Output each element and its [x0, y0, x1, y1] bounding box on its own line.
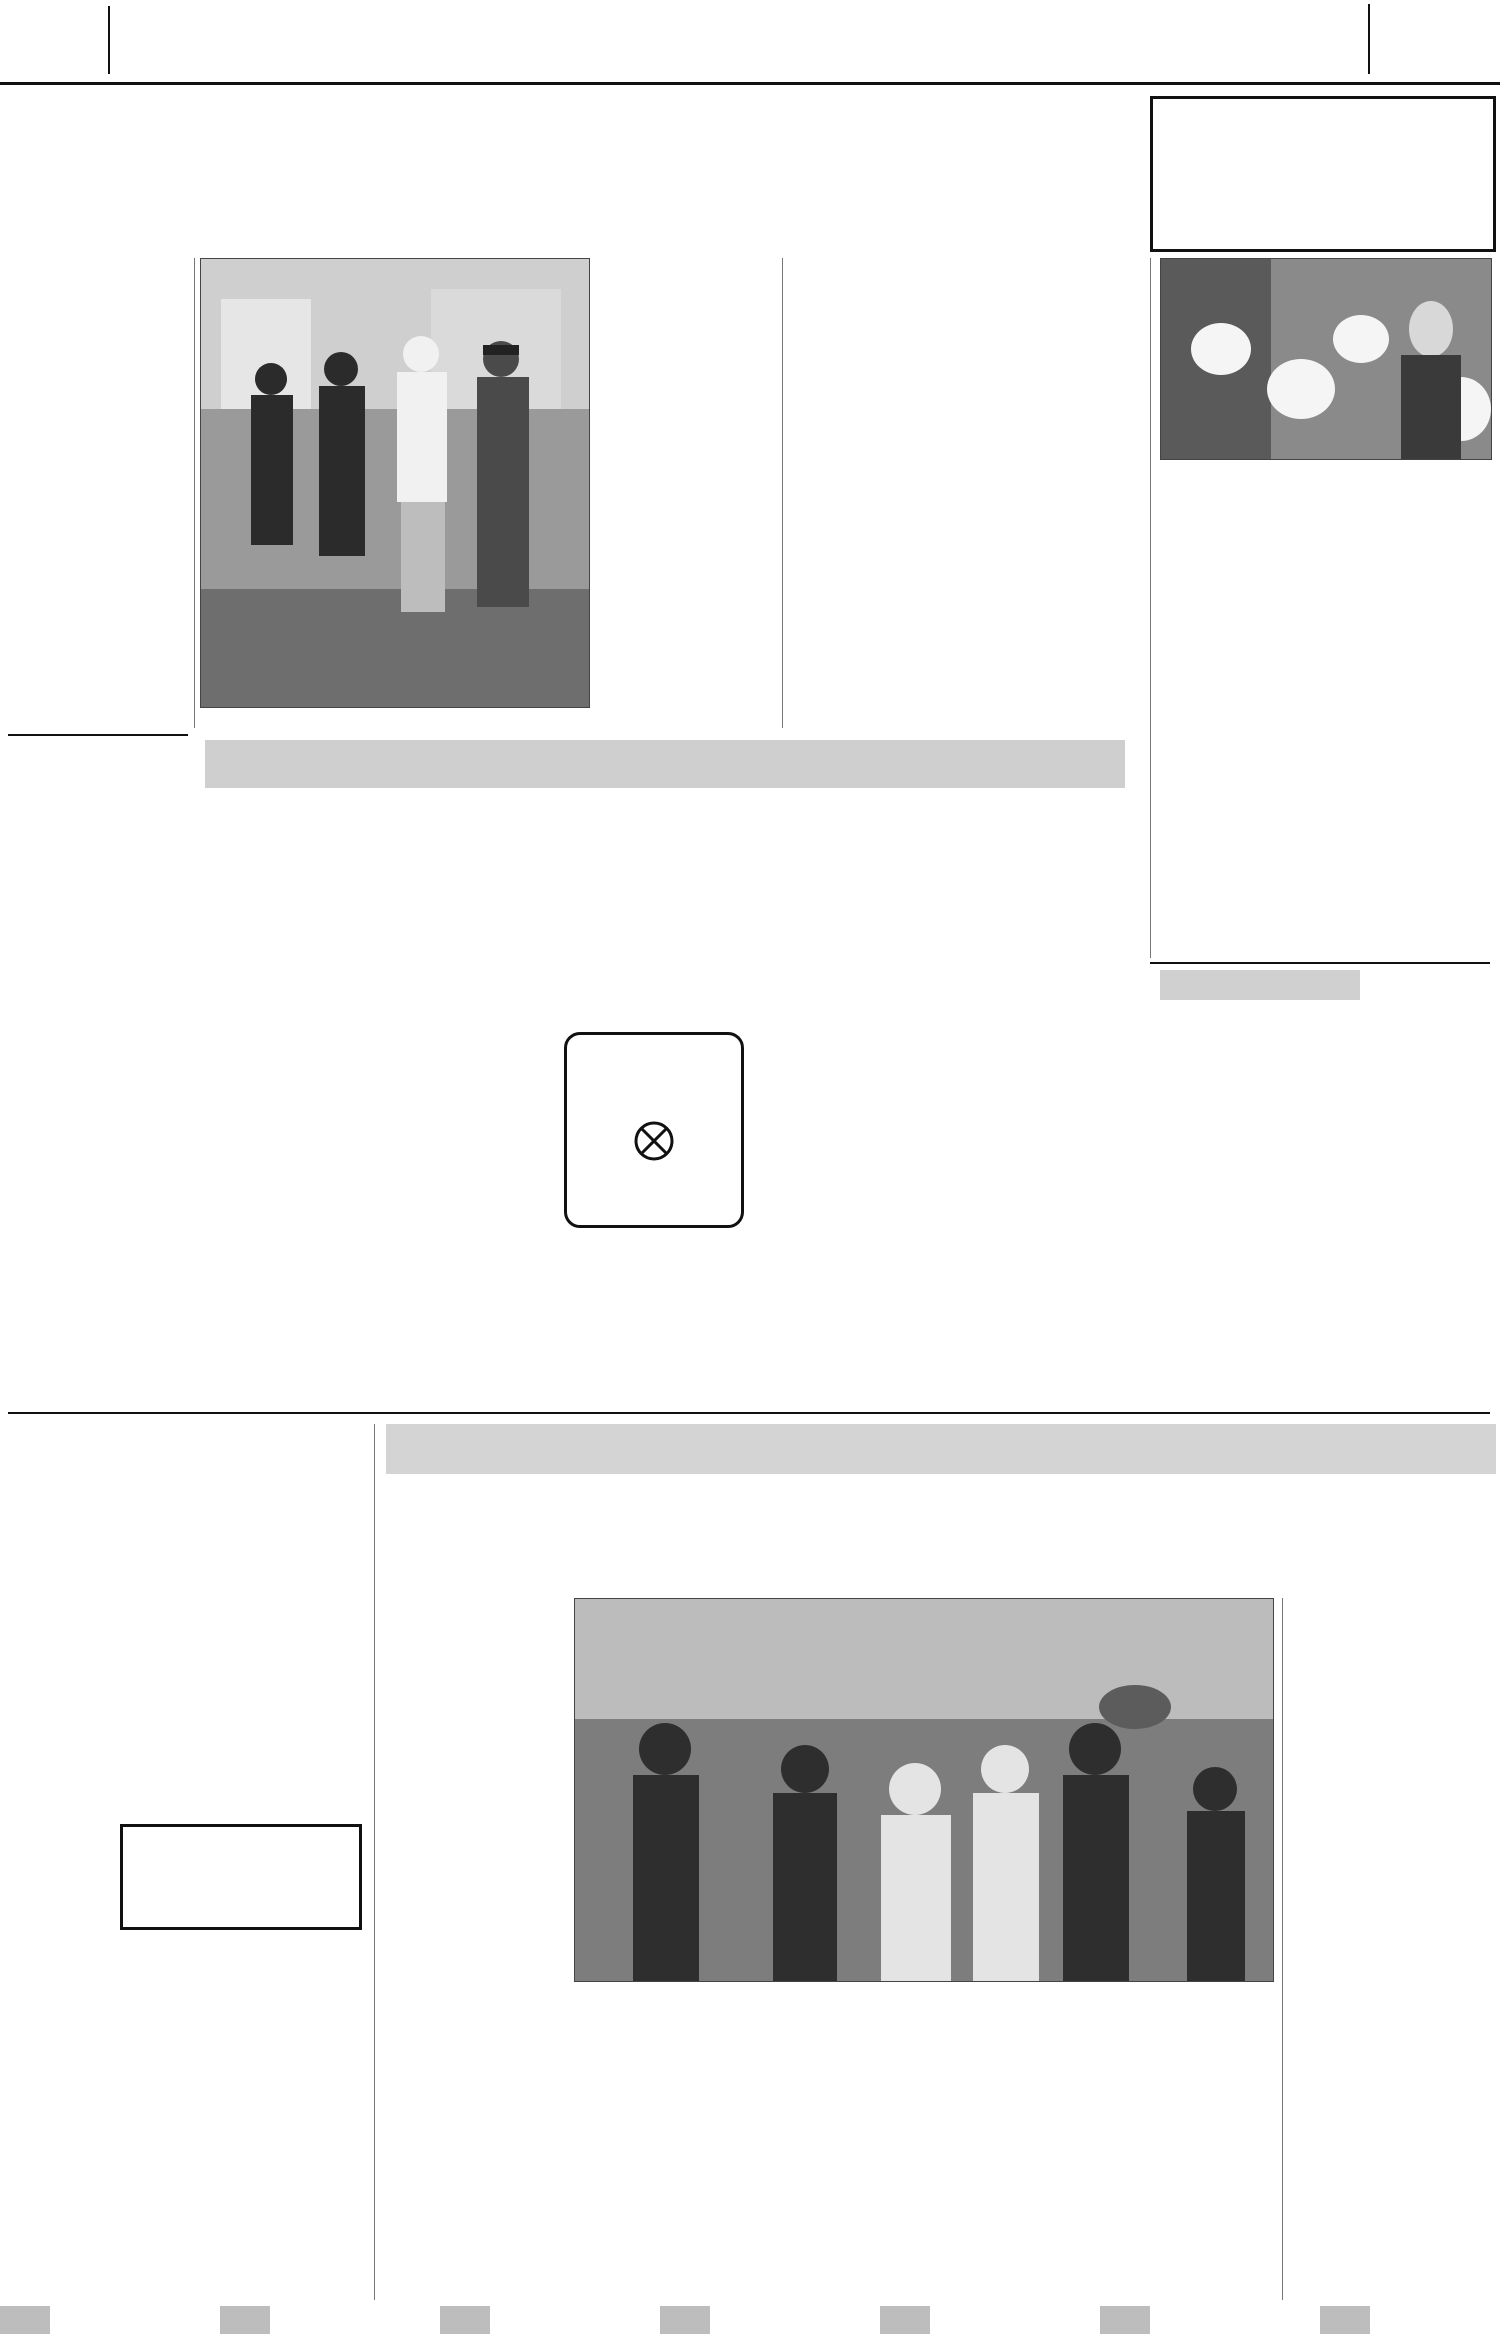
side-feature-photo: [1160, 258, 1492, 460]
campus-headline: [386, 1484, 1486, 1584]
bottom-left-headline-2: [8, 1510, 368, 1584]
column-rule: [374, 1424, 375, 2300]
column-rule: [1282, 1598, 1283, 2300]
panchayat-column: [200, 900, 350, 1400]
bottom-left-column: [186, 1600, 356, 1820]
bottom-left-boxed-headline: [120, 1824, 362, 1930]
ballot-mark-icon: [634, 1121, 674, 1161]
lead-story-photo: [200, 258, 590, 708]
lead-story-column: [788, 258, 1128, 448]
panchayat-column: [358, 900, 508, 1400]
column-rule: [194, 258, 195, 728]
column-rule: [1150, 258, 1151, 958]
side-feature-body: [1160, 470, 1490, 950]
campus-crowd-photo-graphic: [575, 1599, 1273, 1981]
lead-headline: [8, 96, 1138, 246]
dogs-photo-graphic: [1161, 259, 1491, 459]
campus-column: [760, 2078, 1010, 2300]
right-story-headline: [1160, 1010, 1490, 1080]
bottom-left-headline-1: [8, 1424, 368, 1498]
campus-subhead: [760, 2012, 1270, 2068]
right-story-kicker: [1160, 970, 1360, 1000]
masthead: [0, 0, 1500, 85]
lead-photo-caption: [200, 710, 588, 730]
panchayat-column: [832, 900, 982, 1400]
page-footer-strip: [0, 2306, 1500, 2334]
panchayat-column: [990, 900, 1140, 1400]
masthead-brand: [8, 6, 110, 74]
campus-photo: [574, 1598, 1274, 1982]
lead-story-column: [596, 258, 776, 728]
lead-story-subhead: [788, 452, 1128, 486]
lead-story-column: [788, 492, 1128, 728]
section-rule: [8, 1412, 1490, 1414]
bottom-left-column: [8, 1600, 178, 2300]
page-number: [1368, 4, 1490, 74]
panchayat-column: [516, 900, 666, 1020]
panchayat-vote-logo: [564, 1032, 744, 1228]
panchayat-headline: [195, 800, 1145, 890]
bottom-left-column: [186, 1932, 356, 2300]
panchayat-column: [674, 900, 824, 1020]
boxed-headline-text: [133, 1835, 349, 1919]
section-rule: [8, 734, 188, 736]
panchayat-kicker: [205, 740, 1125, 788]
right-story-body: [1160, 1090, 1490, 1400]
campus-column: [1020, 2078, 1270, 2300]
campus-column: [1290, 1598, 1490, 2300]
left-brief-headline: [8, 746, 188, 810]
campus-column: [574, 2010, 754, 2300]
campus-kicker: [386, 1424, 1496, 1474]
column-rule: [782, 258, 783, 728]
campus-column: [386, 1598, 566, 2298]
officials-photo-graphic: [201, 259, 589, 707]
left-brief-body: [8, 818, 188, 1408]
campus-photo-caption: [574, 1984, 1272, 2004]
section-rule: [1150, 962, 1490, 964]
side-feature-headline: [1150, 96, 1496, 252]
